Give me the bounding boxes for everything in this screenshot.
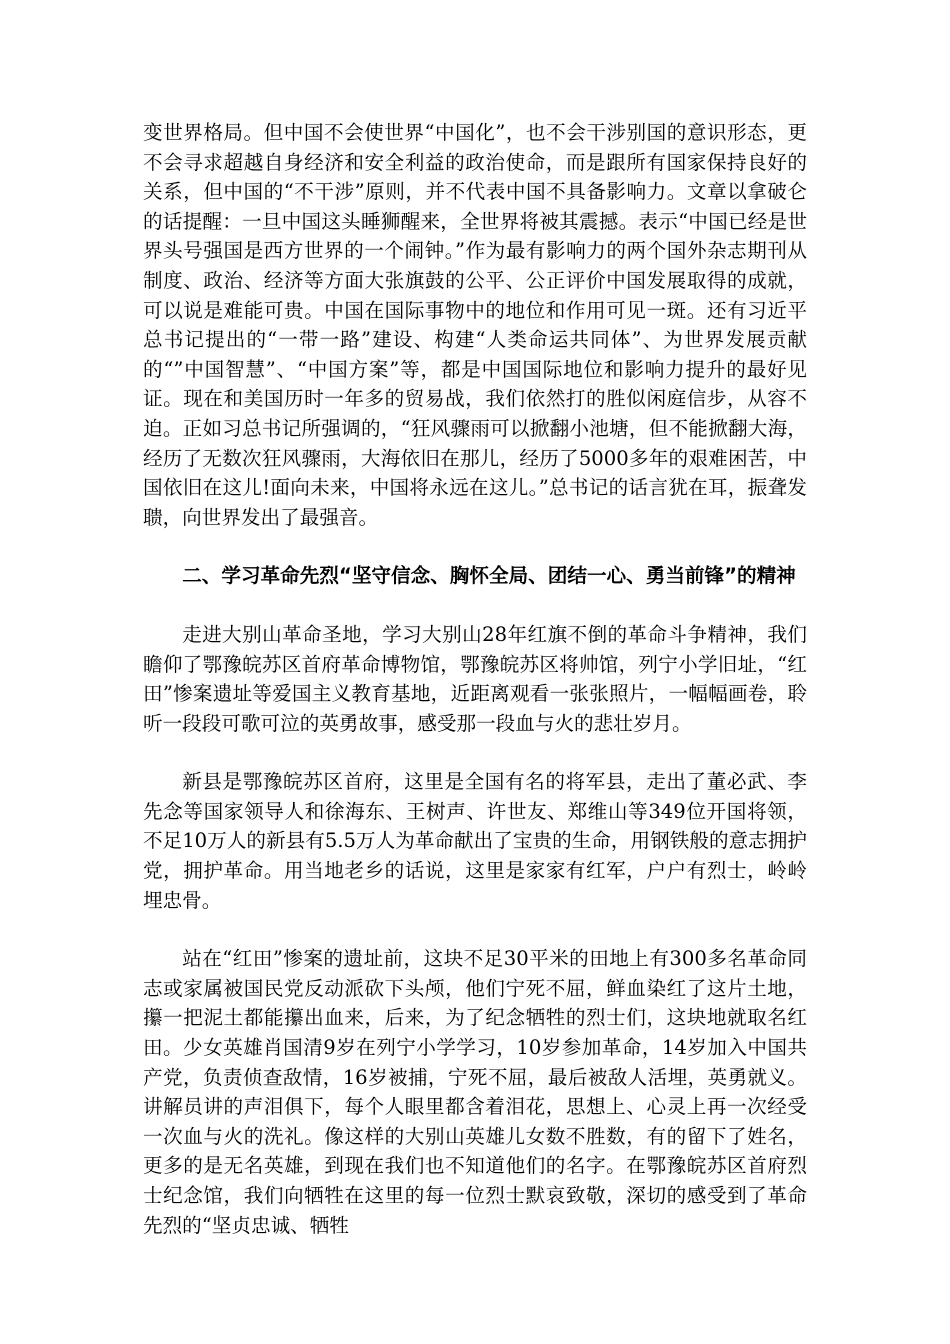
paragraph-spacer [143,915,807,944]
paragraph-continuation: 变世界格局。但中国不会使世界“中国化”，也不会干涉别国的意识形态，更不会寻求超越自身经济和安全利益的政治使命，而是跟所有国家保持良好的关系，但中国的“不干涉”原则，并不代表中国不具备影响力。文章以拿破仑的话提醒：一旦中国这头睡狮醒来，全世界将被其震撼。表示“中国已经是世界头号强国是西方世界的一个闹钟。”作为最有影响力的两个国外杂志期刊从制度、政治、经济等方面大张旗鼓的公平、公正评价中国发展取得的成就，可以说是难能可贵。中国在国际事物中的地位和作用可见一斑。还有习近平总书记提出的“一带一路”建设、构建“人类命运共同体”、为世界发展贡献的“”中国智慧”、“中国方案”等，都是中国国际地位和影响力提升的最好见证。现在和美国历时一年多的贸易战，我们依然打的胜似闲庭信步，从容不迫。正如习总书记所强调的，“狂风骤雨可以掀翻小池塘，但不能掀翻大海，经历了无数次狂风骤雨，大海依旧在那儿，经历了5000多年的艰难困苦，中国依旧在这儿!面向未来，中国将永远在这儿。”总书记的话言犹在耳，振聋发聩，向世界发出了最强音。 [143,121,807,529]
paragraph-hongtian: 站在“红田”惨案的遗址前，这块不足30平米的田地上有300多名革命同志或家属被国民党反动派砍下头颅，他们宁死不屈，鲜血染红了这片土地，攥一把泥土都能攥出血来，后来，为了纪念牺牲的烈士们，这块地就取名红田。少女英雄肖国清9岁在列宁小学学习，10岁参加革命，14岁加入中国共产党，负责侦查敌情，16岁被捕，宁死不屈，最后被敌人活埋，英勇就义。讲解员讲的声泪俱下，每个人眼里都含着泪花，思想上、心灵上再一次经受一次血与火的洗礼。像这样的大别山英雄儿女数不胜数，有的留下了姓名，更多的是无名英雄，到现在我们也不知道他们的名字。在鄂豫皖苏区首府烈士纪念馆，我们向牺牲在这里的每一位烈士默哀致敬，深切的感受到了革命先烈的“坚贞忠诚、牺牲 [143,947,807,1237]
paragraph-spacer [143,591,807,620]
paragraph-spacer [143,532,807,561]
section-heading: 二、学习革命先烈“坚守信念、胸怀全局、团结一心、勇当前锋”的精神 [182,564,796,588]
paragraph-xinxian: 新县是鄂豫皖苏区首府，这里是全国有名的将军县，走出了董必武、李先念等国家领导人和徐海东、王树声、许世友、郑维山等349位开国将领，不足10万人的新县有5.5万人为革命献出了宝贵的生命，用钢铁般的意志拥护党，拥护革命。用当地老乡的话说，这里是家家有红军，户户有烈士，岭岭埋忠骨。 [143,770,807,912]
paragraph-dabie-mountain: 走进大别山革命圣地，学习大别山28年红旗不倒的革命斗争精神，我们瞻仰了鄂豫皖苏区首府革命博物馆，鄂豫皖苏区将帅馆，列宁小学旧址，“红田”惨案遗址等爱国主义教育基地，近距离观看一张张照片，一幅幅画卷，聆听一段段可歌可泣的英勇故事，感受那一段血与火的悲壮岁月。 [143,622,807,735]
document-page [143,118,807,1240]
paragraph-spacer [143,738,807,767]
